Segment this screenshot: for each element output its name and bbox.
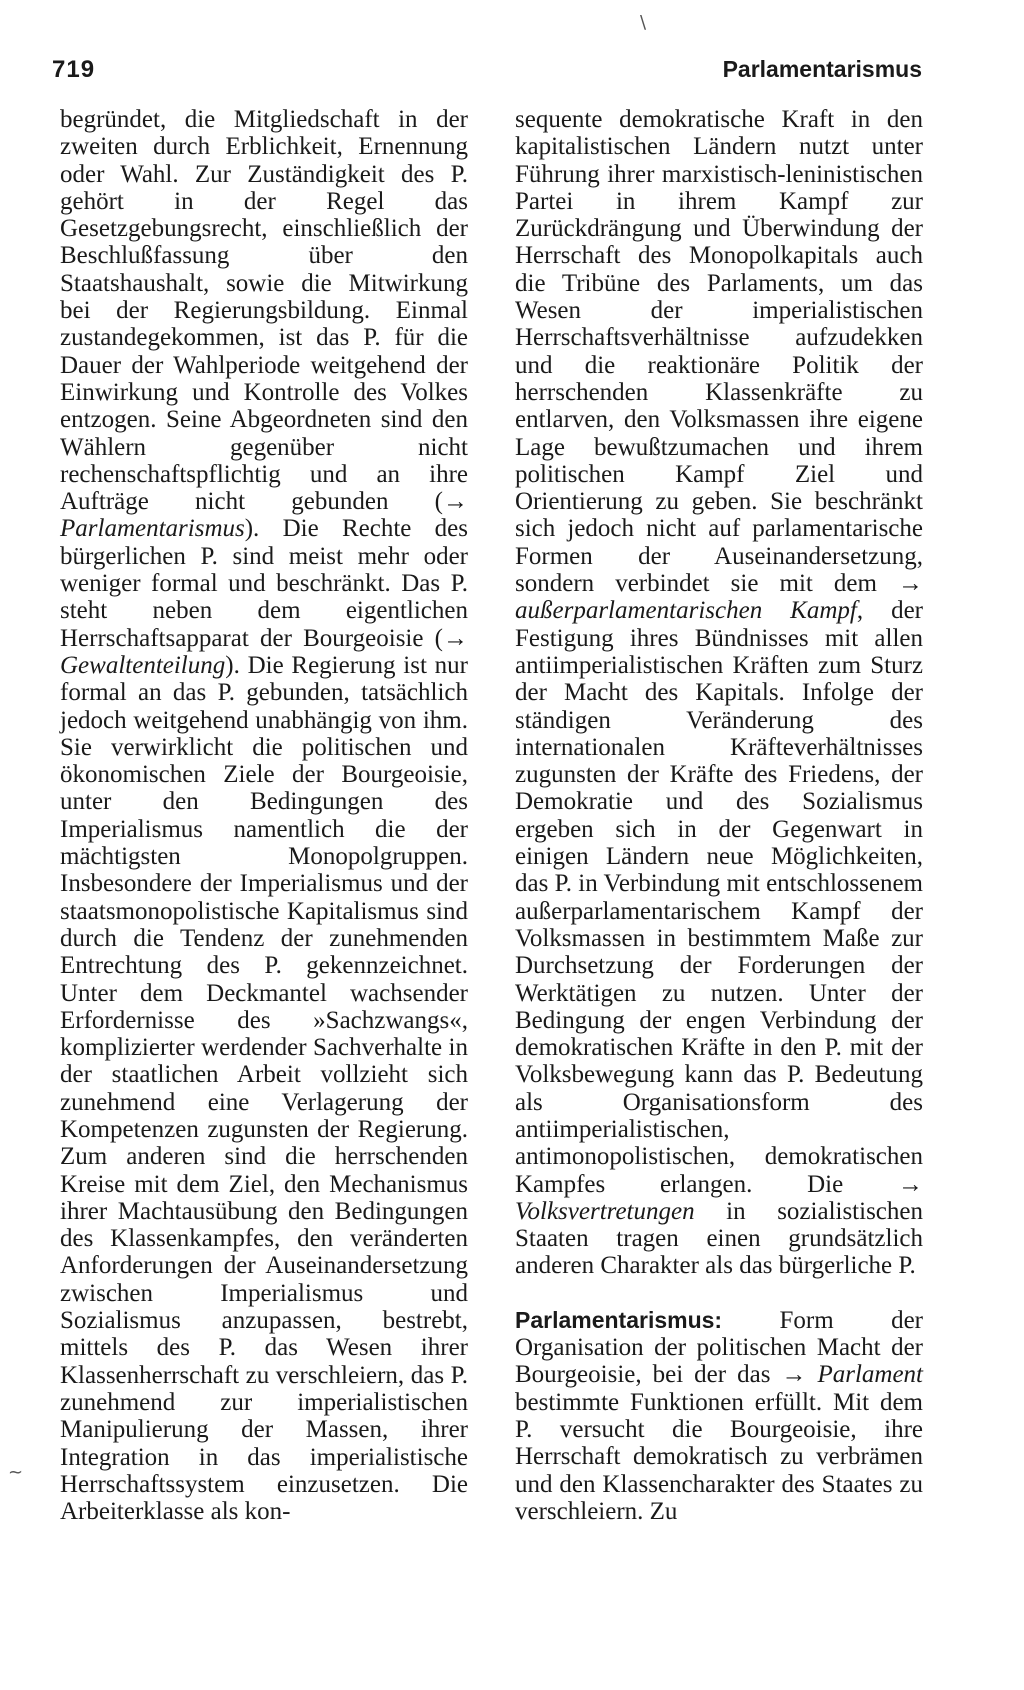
cross-reference-arrow-icon: → — [898, 1170, 923, 1198]
page-header — [52, 56, 922, 92]
left-column — [60, 106, 468, 1525]
entry-continuation-parlament — [60, 106, 468, 1525]
text-segment: ). Die Rechte des bürgerlichen P. sind meist mehr oder weniger formal und beschränkt. Das P. steht neben dem eigentlichen Herrschaftsapparat der Bourgeoisie ( — [60, 515, 468, 652]
scan-mark: \ — [640, 12, 647, 33]
entry-continuation-parlament-end — [515, 106, 923, 1280]
text-segment: , der Festigung ihres Bündnisses mit allen antiimperialistischen Kräften zum Sturz der Macht des Kapitals. Infolge der ständigen Veränderung des internationalen Kräfteverhältnisses zugunsten der Kräfte des Friedens, der Demokratie und des Sozialismus ergeben sich in der Gegenwart in einigen Ländern neue Möglichkeiten, das P. in Verbindung mit entschlossenem außerparlamentarischem Kampf der Volksmassen in bestimmtem Maße zur Durchsetzung der Forderungen der Werktätigen zu nutzen. Unter der Bedingung der engen Verbindung der demokratischen Kräfte in den P. mit der Volksbewegung kann das P. Bedeutung als Organisationsform des antiimperialistischen, antimonopolistischen, demokratischen Kampfes erlangen. Die — [515, 597, 923, 1198]
cross-reference-arrow-icon: → — [781, 1361, 807, 1389]
cross-reference-parlamentarismus[interactable]: Parlamentarismus — [60, 515, 245, 543]
cross-reference-ausserparlamentarischer-kampf[interactable]: außerparlamentarischen Kampf — [515, 597, 857, 625]
cross-reference-volksvertretungen[interactable]: Volksvertretungen — [515, 1197, 695, 1225]
text-segment: Form der Organisation der politischen Macht der Bourgeoisie, bei der das — [515, 1306, 923, 1389]
cross-reference-gewaltenteilung[interactable]: Gewaltenteilung — [60, 651, 226, 679]
text-segment: sequente demokratische Kraft in den kapitalistischen Ländern nutzt unter Führung ihrer marxistisch-leninistischen Partei in ihrem Kampf zur Zurückdrängung und Überwindung der Herrschaft des Monopolkapitals auch die Tribüne des Parlaments, um das Wesen der imperialistischen Herrschaftsverhältnisse aufzudekken und die reaktionäre Politik der herrschenden Klassenkräfte zu entlarven, den Volksmassen ihre eigene Lage bewußtzumachen und ihrem politischen Kampf Ziel und Orientierung zu geben. Sie beschränkt sich jedoch nicht auf parlamentarische Formen der Auseinandersetzung, sondern verbindet sie mit dem — [515, 106, 923, 598]
entry-headword: Parlamentarismus: — [515, 1306, 723, 1333]
entry-parlamentarismus — [515, 1307, 923, 1525]
scan-mark-bottom: ~ — [8, 1462, 24, 1483]
text-segment: in sozialistischen Staaten tragen einen grundsätzlich anderen Charakter als das bürgerliche P. — [515, 1197, 923, 1280]
text-segment: ). Die Regierung ist nur formal an das P. gebunden, tatsächlich jedoch weitgehend unabhängig von ihm. Sie verwirklicht die politischen und ökonomischen Ziele der Bourgeoisie, unter den Bedingungen des Imperialismus namentlich die der mächtigsten Monopolgruppen. Insbesondere der Imperialismus und der staatsmonopolistische Kapitalismus sind durch die Tendenz der zunehmenden Entrechtung des P. gekennzeichnet. Unter dem Deckmantel wachsender Erfordernisse des »Sachzwangs«, komplizierter werdender Sachverhalte in der staatlichen Arbeit vollzieht sich zunehmend eine Verlagerung der Kompetenzen zugunsten der Regierung. Zum anderen sind die herrschenden Kreise mit dem Ziel, den Mechanismus ihrer Machtausübung den Bedingungen des Klassenkampfes, den veränderten Anforderungen der Auseinandersetzung zwischen Imperialismus und Sozialismus anzupassen, bestrebt, mittels des P. das Wesen ihrer Klassenherrschaft zu verschleiern, das P. zunehmend zur imperialistischen Manipulierung der Massen, ihrer Integration in das imperialistische Herrschaftssystem einzusetzen. Die Arbeiterklasse als kon- — [60, 651, 468, 1526]
text-segment: begründet, die Mitgliedschaft in der zweiten durch Erblichkeit, Ernennung oder Wahl. Zur Zuständigkeit des P. gehört in der Regel das Gesetzgebungsrecht, einschließlich der Beschlußfassung über den Staatshaushalt, sowie die Mitwirkung bei der Regierungsbildung. Einmal zustandegekommen, ist das P. für die Dauer der Wahlperiode weitgehend der Einwirkung und Kontrolle des Volkes entzogen. Seine Abgeordneten sind den Wählern gegenüber nicht rechenschaftspflichtig und an ihre Aufträge nicht gebunden ( — [60, 106, 468, 516]
cross-reference-arrow-icon: → — [898, 570, 923, 598]
cross-reference-arrow-icon: → — [443, 488, 468, 516]
right-column — [515, 106, 923, 1525]
page-number: 719 — [52, 56, 96, 83]
running-head: Parlamentarismus — [722, 56, 922, 82]
cross-reference-arrow-icon: → — [443, 624, 468, 652]
text-segment: bestimmte Funktionen erfüllt. Mit dem P. versucht die Bourgeoisie, ihre Herrschaft demokratisch zu verbrämen und den Klassencharakter des Staates zu verschleiern. Zu — [515, 1388, 923, 1525]
cross-reference-parlament[interactable]: Parlament — [817, 1361, 923, 1389]
